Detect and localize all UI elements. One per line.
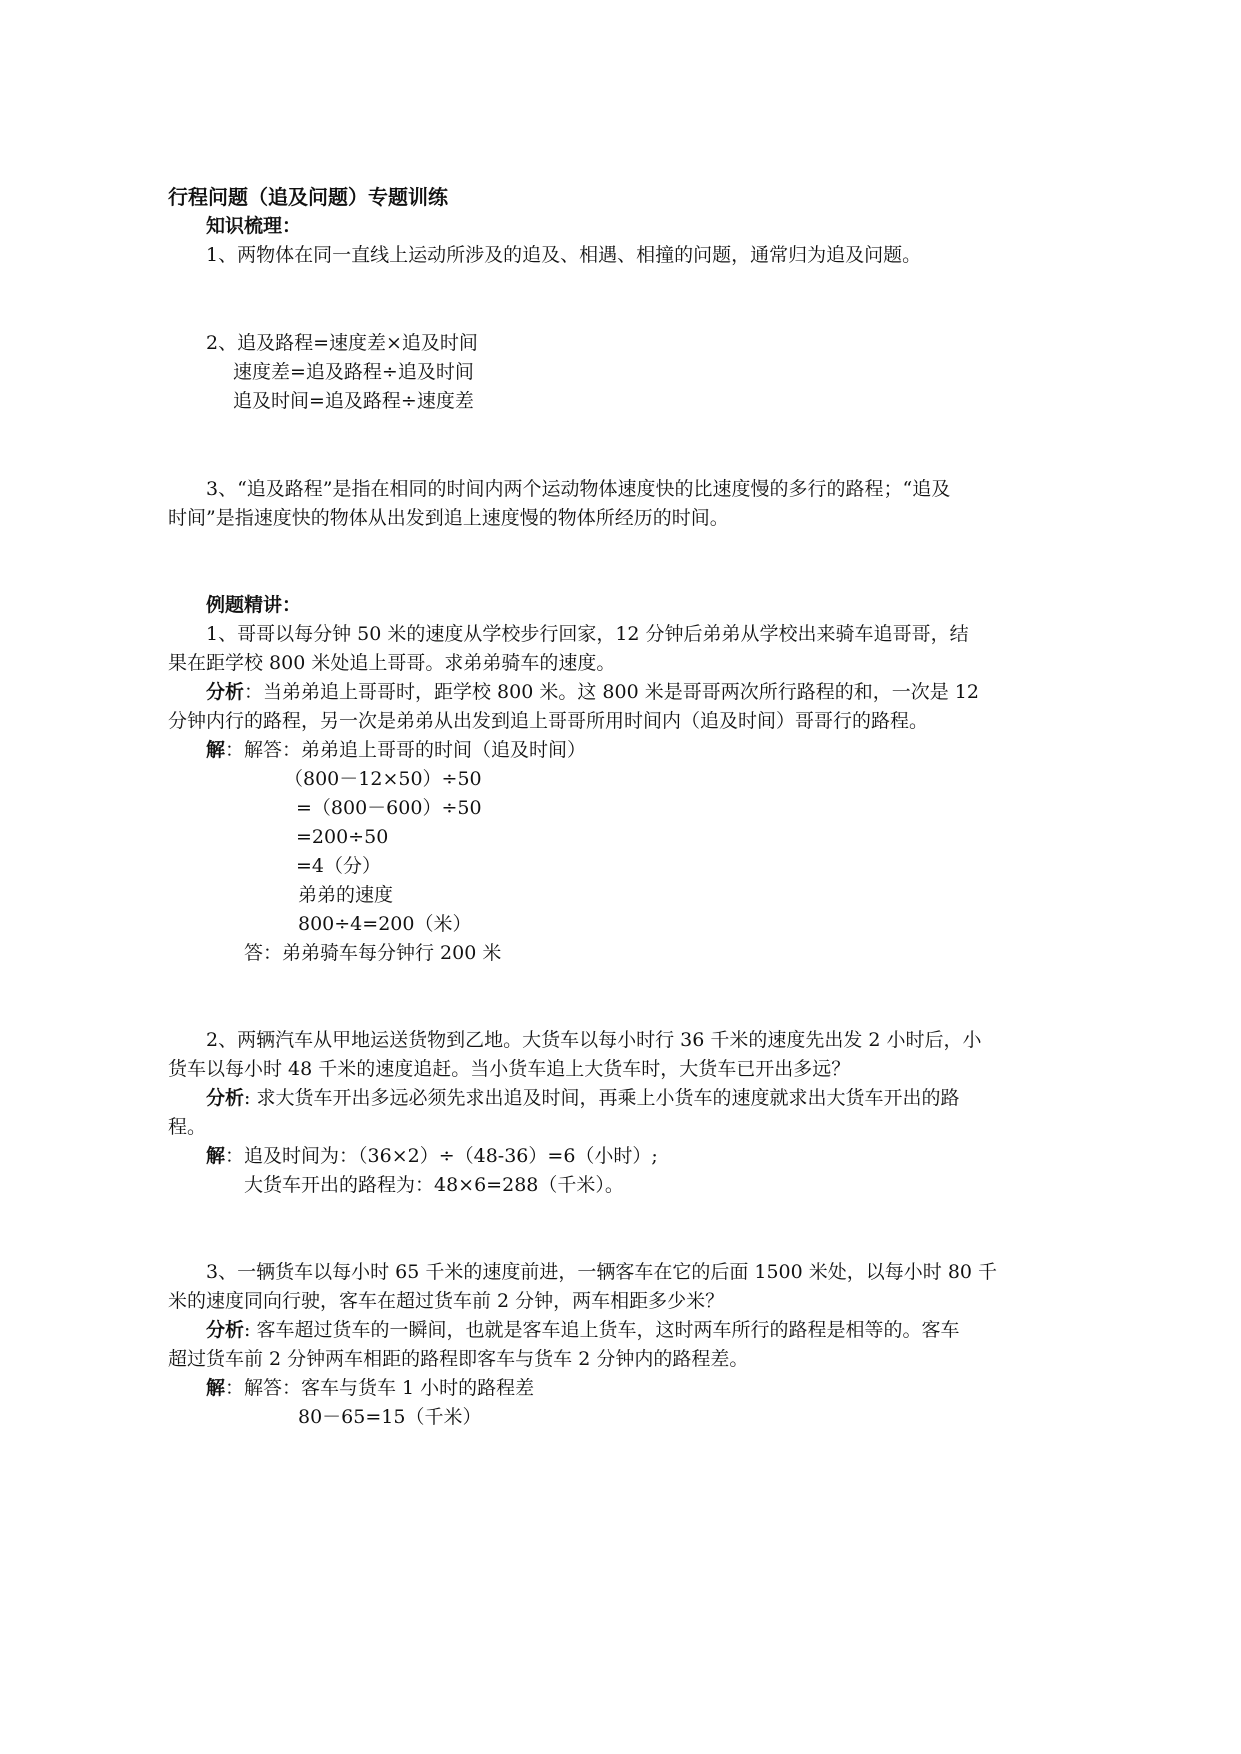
example-1-solution-line-4: =200÷50 — [296, 826, 389, 848]
example-1-analysis-line-2: 分钟内行的路程，另一次是弟弟从出发到追上哥哥所用时间内（追及时间）哥哥行的路程。 — [168, 710, 929, 732]
example-3-solution-line-2: 80－65=15（千米） — [298, 1406, 482, 1428]
example-1-solution-line-2: （800－12×50）÷50 — [284, 768, 482, 790]
solution-label: 解 — [206, 739, 226, 761]
solution-label: 解 — [206, 1145, 226, 1167]
knowledge-point-3-line-1: 3、“追及路程”是指在相同的时间内两个运动物体速度快的比速度慢的多行的路程；“追及 — [206, 478, 951, 500]
solution-label: 解 — [206, 1377, 226, 1399]
example-3-analysis-line-2: 超过货车前 2 分钟两车相距的路程即客车与货车 2 分钟内的路程差。 — [168, 1348, 749, 1370]
example-2-question-line-2: 货车以每小时 48 千米的速度追赶。当小货车追上大货车时，大货车已开出多远？ — [168, 1058, 851, 1080]
example-1-solution-line-6: 弟弟的速度 — [298, 884, 394, 906]
solution-text: ：解答：客车与货车 1 小时的路程差 — [225, 1377, 535, 1399]
example-1-solution-line-3: =（800－600）÷50 — [296, 797, 482, 819]
example-1-solution-line-5: =4（分） — [296, 855, 382, 877]
examples-heading: 例题精讲： — [206, 594, 302, 616]
analysis-text: : 求大货车开出多远必须先求出追及时间，再乘上小货车的速度就求出大货车开出的路 — [244, 1087, 960, 1109]
example-1-solution-line-7: 800÷4=200（米） — [298, 913, 472, 935]
knowledge-point-3-line-2: 时间”是指速度快的物体从出发到追上速度慢的物体所经历的时间。 — [168, 507, 729, 529]
example-2-solution-line-2: 大货车开出的路程为：48×6=288（千米）。 — [244, 1174, 624, 1196]
example-1-analysis-line-1 — [206, 680, 979, 704]
example-2-solution-line-1 — [206, 1144, 658, 1168]
formula-2: 速度差=追及路程÷追及时间 — [233, 361, 474, 383]
formula-3: 追及时间=追及路程÷速度差 — [233, 390, 474, 412]
analysis-text: ：当弟弟追上哥哥时，距学校 800 米。这 800 米是哥哥两次所行路程的和，一次是 12 — [244, 681, 979, 703]
example-2-analysis-line-1 — [206, 1086, 959, 1110]
knowledge-heading: 知识梳理： — [206, 215, 302, 237]
example-1-solution-line-1 — [206, 738, 586, 762]
analysis-label: 分析 — [206, 1087, 245, 1109]
example-1-answer: 答：弟弟骑车每分钟行 200 米 — [244, 942, 502, 964]
analysis-label: 分析 — [206, 681, 245, 703]
analysis-label: 分析 — [206, 1319, 245, 1341]
example-1-question-line-2: 果在距学校 800 米处追上哥哥。求弟弟骑车的速度。 — [168, 652, 616, 674]
formula-1: 2、追及路程=速度差×追及时间 — [206, 332, 478, 354]
solution-text: ：追及时间为：（36×2）÷（48-36）=6（小时）; — [225, 1145, 658, 1167]
example-3-question-line-1: 3、一辆货车以每小时 65 千米的速度前进，一辆客车在它的后面 1500 米处，以每小时 80 千 — [206, 1261, 998, 1283]
example-3-analysis-line-1 — [206, 1318, 959, 1342]
knowledge-point-1: 1、两物体在同一直线上运动所涉及的追及、相遇、相撞的问题，通常归为追及问题。 — [206, 244, 922, 266]
page-title: 行程问题（追及问题）专题训练 — [168, 185, 448, 209]
example-2-analysis-line-2: 程。 — [168, 1116, 207, 1138]
example-2-question-line-1: 2、两辆汽车从甲地运送货物到乙地。大货车以每小时行 36 千米的速度先出发 2 小时后，小 — [206, 1029, 982, 1051]
example-3-solution-line-1 — [206, 1376, 534, 1400]
solution-text: ：解答：弟弟追上哥哥的时间（追及时间） — [225, 739, 587, 761]
example-1-question-line-1: 1、哥哥以每分钟 50 米的速度从学校步行回家，12 分钟后弟弟从学校出来骑车追哥哥，结 — [206, 623, 969, 645]
example-3-question-line-2: 米的速度同向行驶，客车在超过货车前 2 分钟，两车相距多少米？ — [168, 1290, 725, 1312]
analysis-text: : 客车超过货车的一瞬间，也就是客车追上货车，这时两车所行的路程是相等的。客车 — [244, 1319, 960, 1341]
